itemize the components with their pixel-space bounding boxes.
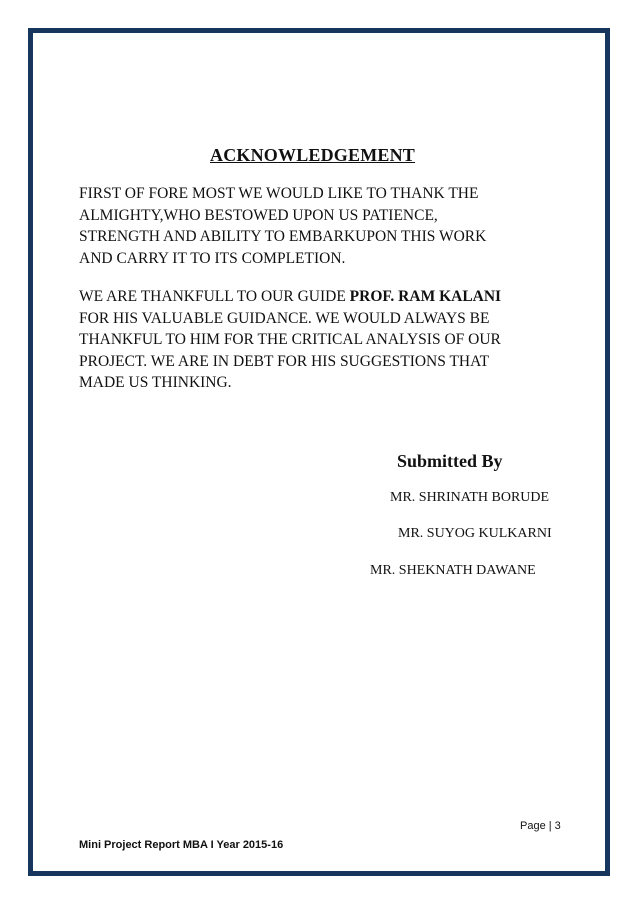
paragraph-gratitude — [79, 183, 579, 269]
paragraph-line: FOR HIS VALUABLE GUIDANCE. WE WOULD ALWAYS BE — [79, 309, 490, 327]
guide-name: PROF. RAM KALANI — [349, 288, 502, 305]
paragraph-line: ALMIGHTY,WHO BESTOWED UPON US PATIENCE, — [79, 206, 438, 224]
paragraph-line: AND CARRY IT TO ITS COMPLETION. — [79, 249, 346, 267]
author-name: MR. SHRINATH BORUDE — [390, 490, 550, 505]
paragraph-line: STRENGTH AND ABILITY TO EMBARKUPON THIS WORK — [79, 228, 487, 245]
guide-line-prefix: WE ARE THANKFULL TO OUR GUIDE — [79, 288, 350, 305]
page-title: ACKNOWLEDGEMENT — [210, 145, 416, 165]
paragraph-line — [79, 286, 579, 308]
paragraph-line: THANKFUL TO HIM FOR THE CRITICAL ANALYSIS OF OUR — [79, 331, 501, 348]
footer-text: Mini Project Report MBA I Year 2015-16 — [79, 839, 284, 851]
paragraph-line: MADE US THINKING. — [79, 374, 232, 391]
paragraph-guide — [79, 286, 579, 394]
submitted-by-heading: Submitted By — [397, 451, 503, 471]
paragraph-line: PROJECT. WE ARE IN DEBT FOR HIS SUGGESTIONS THAT — [79, 352, 490, 370]
page-number: Page | 3 — [520, 820, 561, 832]
author-name: MR. SHEKNATH DAWANE — [370, 563, 536, 578]
paragraph-line: FIRST OF FORE MOST WE WOULD LIKE TO THANK THE — [79, 185, 479, 202]
author-name: MR. SUYOG KULKARNI — [398, 526, 552, 541]
